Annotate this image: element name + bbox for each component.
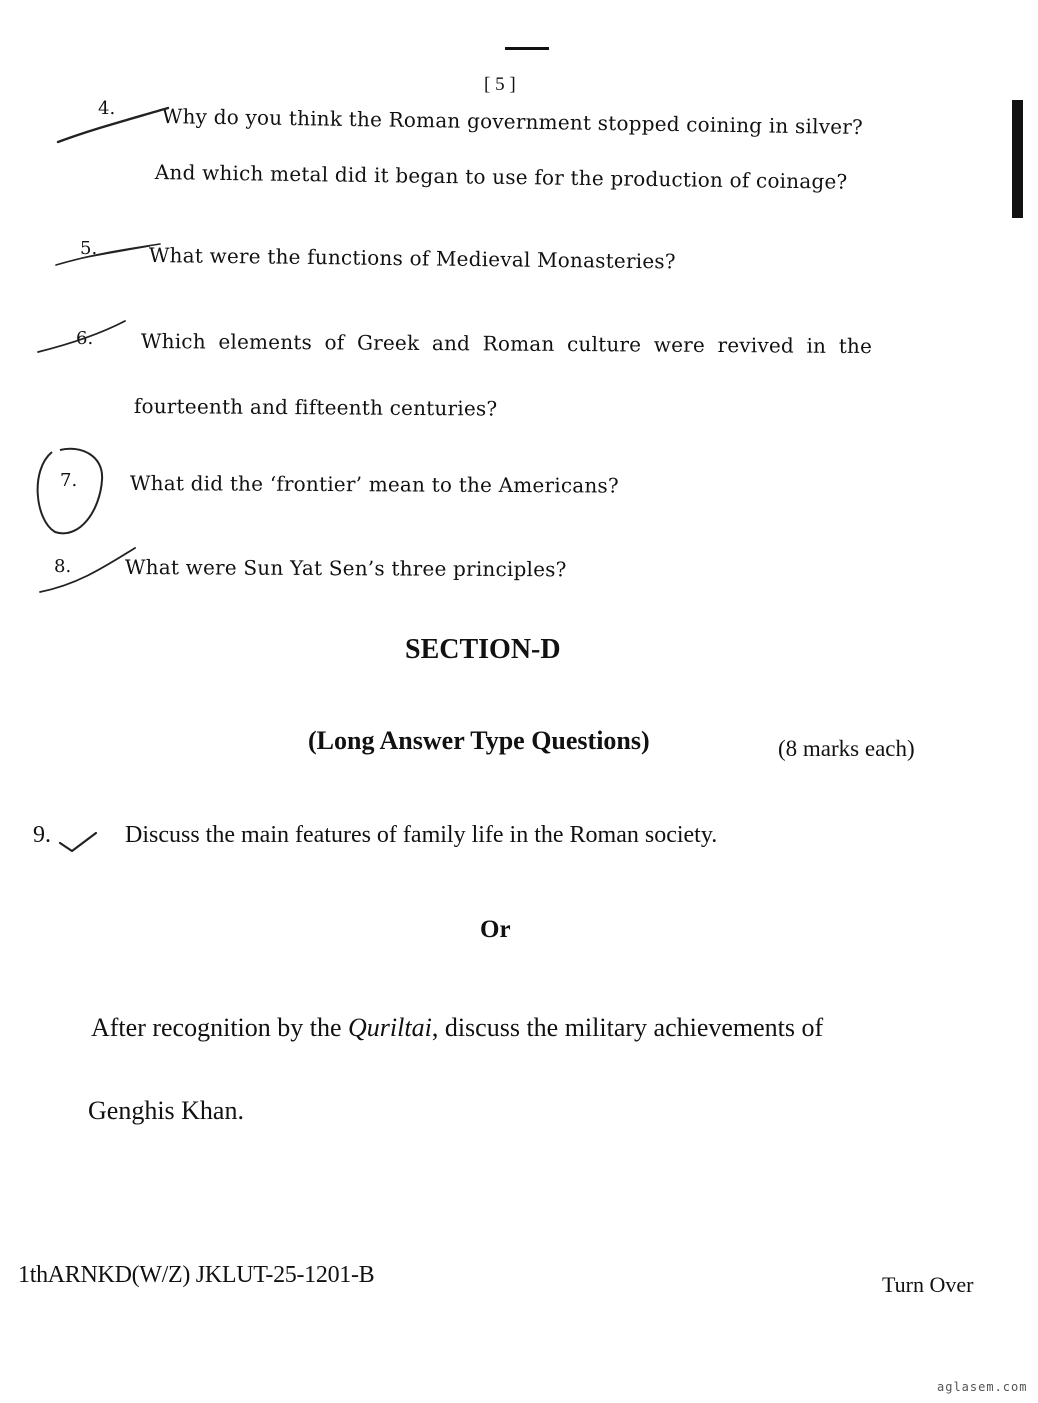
question-8-number: 8. [54,556,72,577]
question-7-line-1: What did the ‘frontier’ mean to the Americans? [129,471,619,498]
alt-suffix: , discuss the military achievements of [431,1013,824,1042]
question-5-number: 5. [80,238,98,259]
question-9-alternative-line-2: Genghis Khan. [88,1096,244,1125]
pen-stroke-q8 [40,548,135,592]
question-8-line-1: What were Sun Yat Sen’s three principles? [124,555,567,582]
pen-underline-q5 [82,246,150,258]
section-title: SECTION-D [405,634,561,665]
question-6-line-2: fourteenth and fifteenth centuries? [133,394,498,421]
question-7-number: 7. [60,470,78,491]
question-6-line-1: Which elements of Greek and Roman culture were revived in the [140,329,873,359]
pen-stroke-q6 [38,321,125,352]
question-6-number: 6. [76,328,94,349]
or-label: Or [480,916,511,943]
question-4-line-2: And which metal did it began to use for the production of coinage? [154,160,848,194]
section-marks: (8 marks each) [778,736,915,761]
question-4-line-1: Why do you think the Roman government stopped coining in silver? [161,104,864,140]
alt-quriltai: Quriltai [348,1013,432,1042]
paper-code: 1thARNKD(W/Z) JKLUT-25-1201-B [18,1262,375,1288]
turn-over: Turn Over [882,1272,974,1297]
question-4-number: 4. [98,98,116,119]
checkmark-q9 [60,833,96,851]
section-subtitle: (Long Answer Type Questions) [308,726,650,755]
pen-stroke-q4 [58,108,168,142]
watermark: aglasem.com [937,1380,1028,1394]
question-5-line-1: What were the functions of Medieval Monasteries? [148,243,676,274]
question-9-text: Discuss the main features of family life in the Roman society. [125,822,718,848]
page-number: [ 5 ] [484,74,516,95]
pen-circle-q7 [38,449,103,534]
question-9-number: 9. [33,822,51,848]
alt-prefix: After recognition by the [91,1013,349,1042]
